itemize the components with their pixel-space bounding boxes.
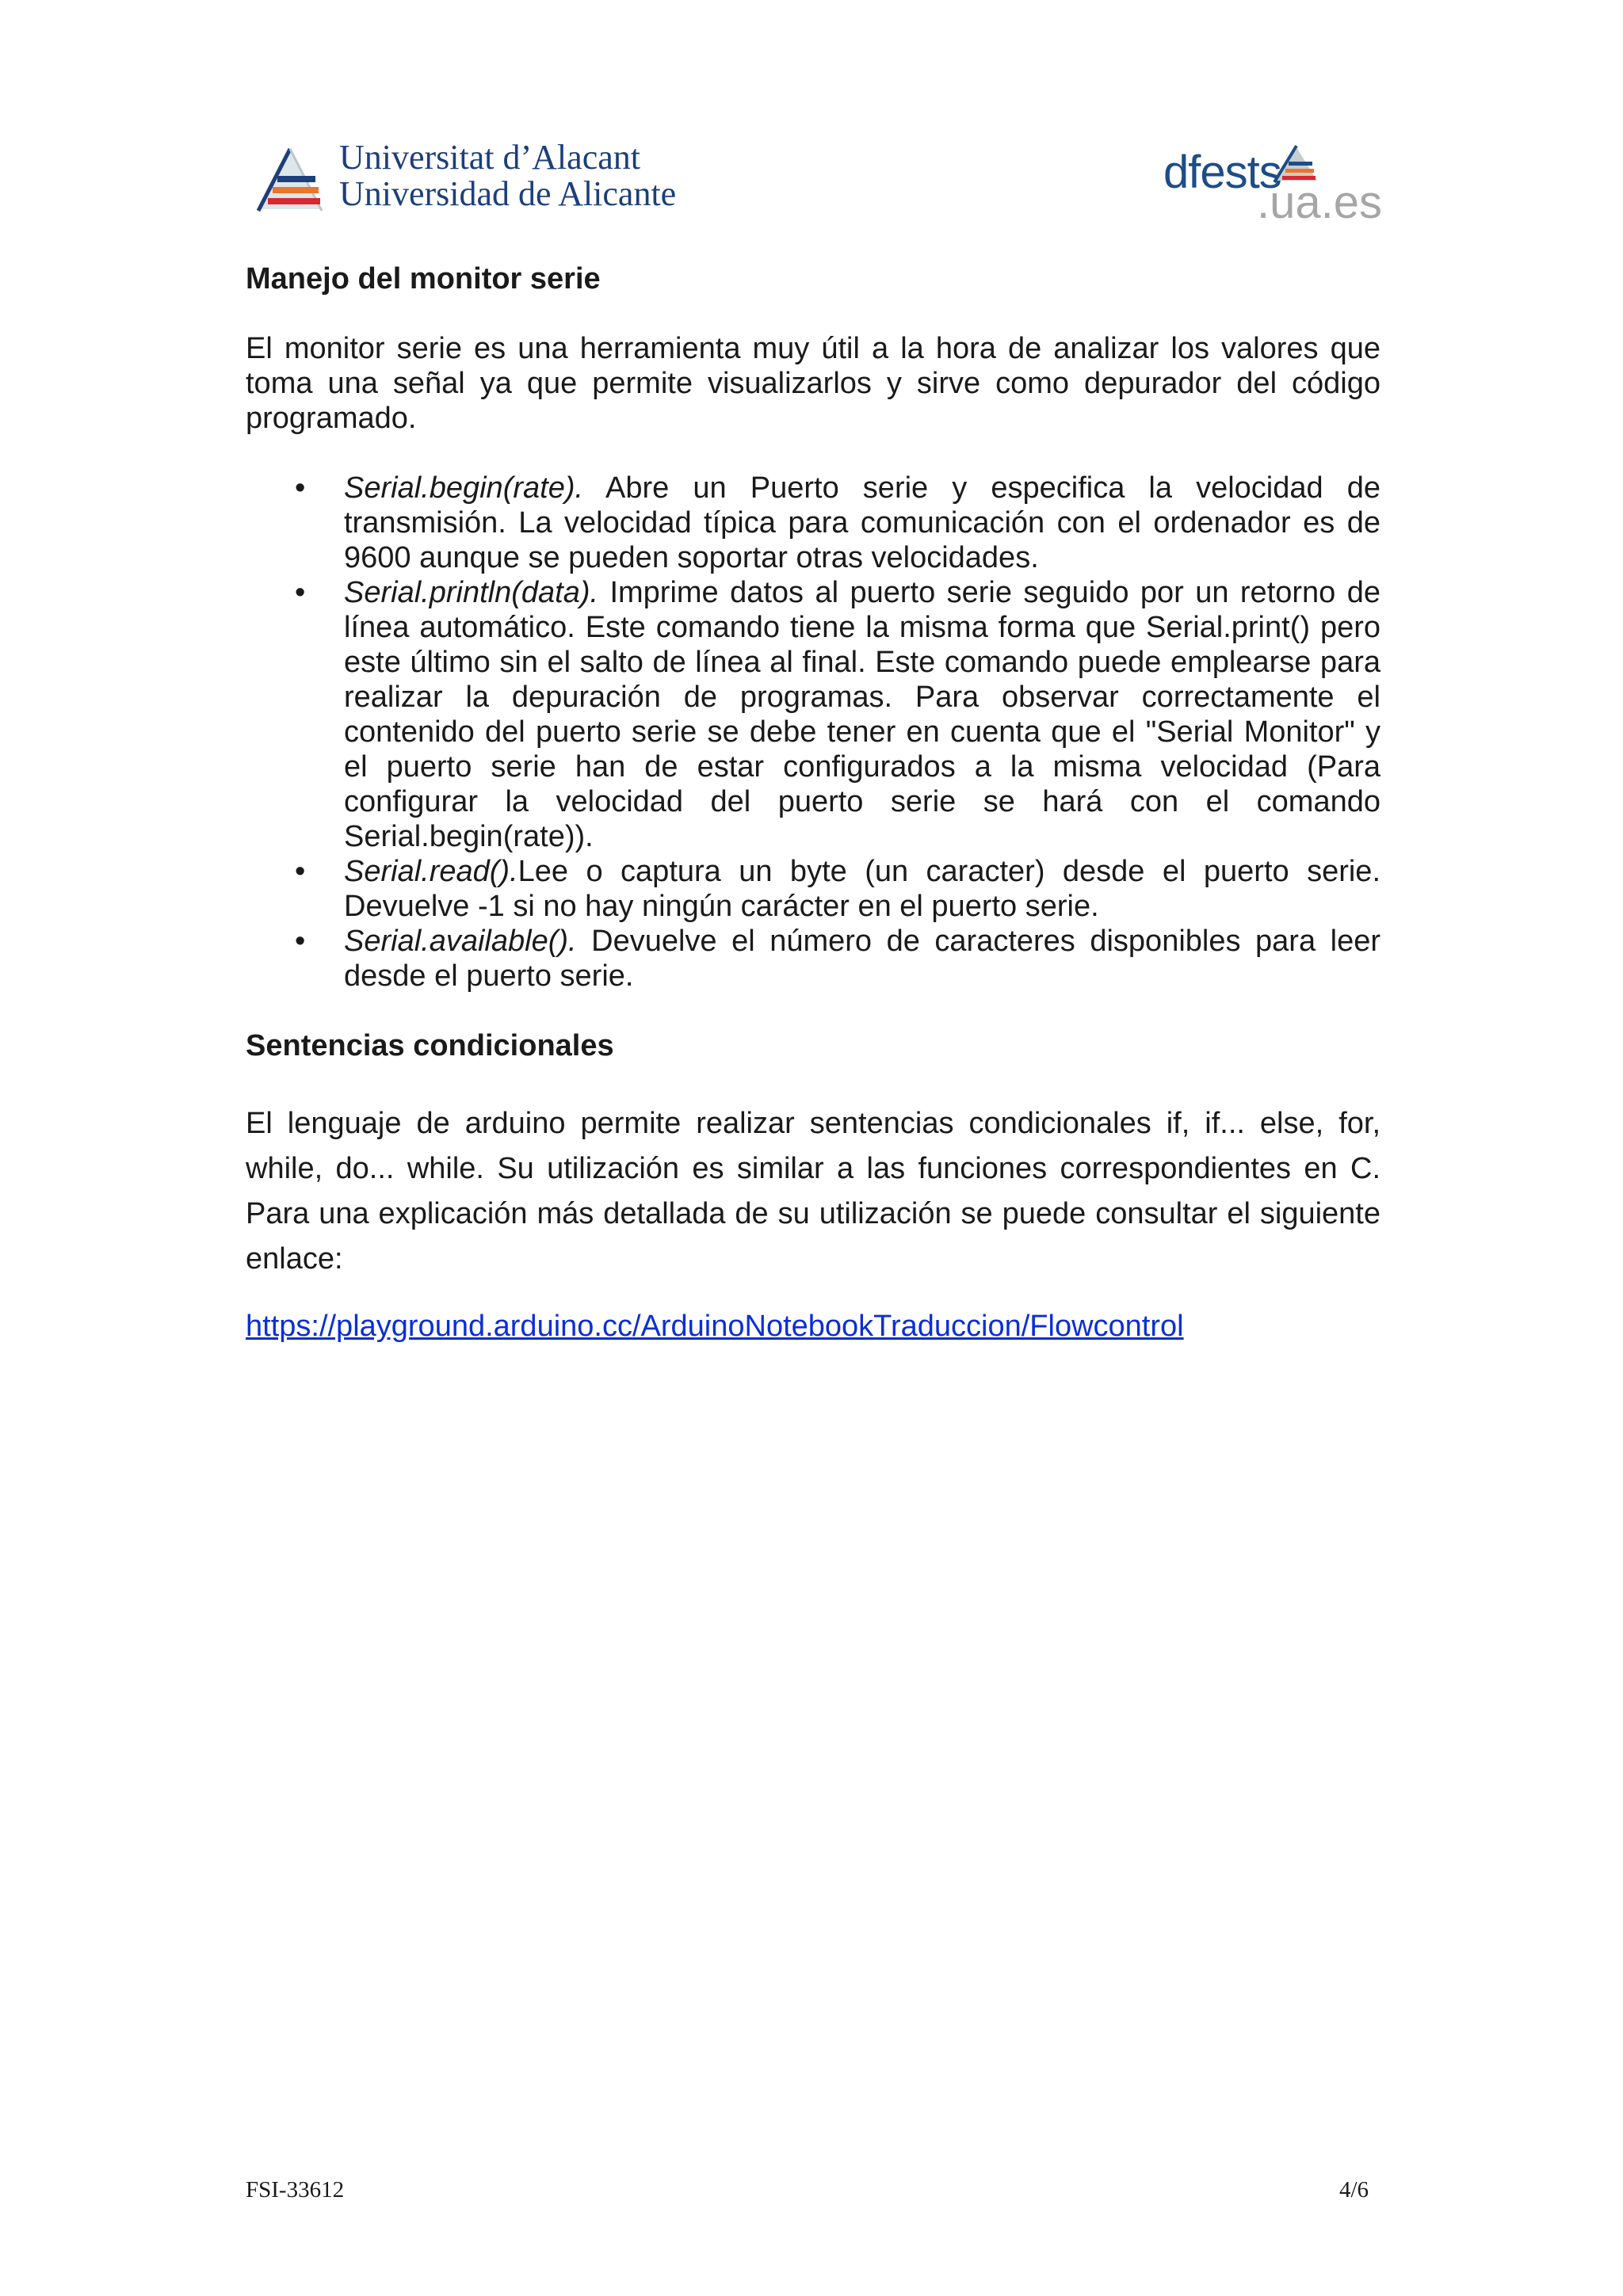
serial-functions-list xyxy=(246,471,1381,994)
section-title-serial-monitor: Manejo del monitor serie xyxy=(246,262,601,296)
function-description: Abre un Puerto serie y especifica la velocidad de transmisión. La velocidad típica para comunicación con el ordenador es de 9600 aunque se pueden soportar otras velocidades. xyxy=(344,471,1381,574)
page-header xyxy=(0,0,1623,238)
flowcontrol-reference-link[interactable]: https://playground.arduino.cc/ArduinoNotebookTraduccion/Flowcontrol xyxy=(246,1310,1184,1343)
footer-page-number: 4/6 xyxy=(1339,2177,1369,2203)
reference-link-paragraph xyxy=(246,1309,1381,1344)
university-name-line2: Universidad de Alicante xyxy=(339,174,677,213)
list-item-serial-read xyxy=(246,854,1381,924)
bullet-icon: • xyxy=(295,925,306,958)
conditionals-body: El lenguaje de arduino permite realizar sentencias condicionales if, if... else, for, while, do... while. Su utilización es similar a las funciones correspondientes en C. Para una explicación más detallada de su utilización se puede consultar el siguiente enlace: xyxy=(246,1107,1381,1276)
university-logo xyxy=(255,138,677,219)
function-description: Imprime datos al puerto serie seguido por un retorno de línea automático. Este comando tiene la misma forma que Serial.print() pero este último sin el salto de línea al final. Este comando puede emplearse para realizar la depuración de programas. Para observar correctamente el contenido del puerto serie se debe tener en cuenta que el "Serial Monitor" y el puerto serie han de estar configurados a la misma velocidad (Para configurar la velocidad del puerto serie se hará con el comando Serial.begin(rate)). xyxy=(344,576,1381,853)
department-logo xyxy=(1163,141,1382,228)
function-name: Serial.println(data). xyxy=(344,576,599,609)
list-item-serial-begin xyxy=(246,471,1381,575)
function-name: Serial.available(). xyxy=(344,925,577,958)
university-name-line1: Universitat d’Alacant xyxy=(339,138,640,177)
bullet-icon: • xyxy=(295,471,306,505)
university-emblem-icon xyxy=(255,144,325,214)
function-name: Serial.begin(rate). xyxy=(344,471,584,505)
bullet-icon: • xyxy=(295,855,306,888)
function-description: Lee o captura un byte (un caracter) desde el puerto serie. Devuelve -1 si no hay ningún carácter en el puerto serie. xyxy=(344,855,1381,923)
section-title-conditionals: Sentencias condicionales xyxy=(246,1029,614,1062)
function-name: Serial.read(). xyxy=(344,855,518,888)
list-item-serial-println xyxy=(246,575,1381,854)
list-item-serial-available xyxy=(246,924,1381,994)
bullet-icon: • xyxy=(295,576,306,609)
function-description: Devuelve el número de caracteres disponibles para leer desde el puerto serie. xyxy=(344,925,1381,993)
document-body xyxy=(246,261,1381,1344)
footer-doc-code: FSI-33612 xyxy=(246,2177,345,2203)
serial-monitor-intro: El monitor serie es una herramienta muy útil a la hora de analizar los valores que toma una señal ya que permite visualizarlos y sirve como depurador del código programado. xyxy=(246,332,1381,435)
university-name xyxy=(339,139,676,212)
department-logo-name: dfests xyxy=(1163,147,1281,198)
department-logo-domain: .ua.es xyxy=(1257,177,1382,228)
